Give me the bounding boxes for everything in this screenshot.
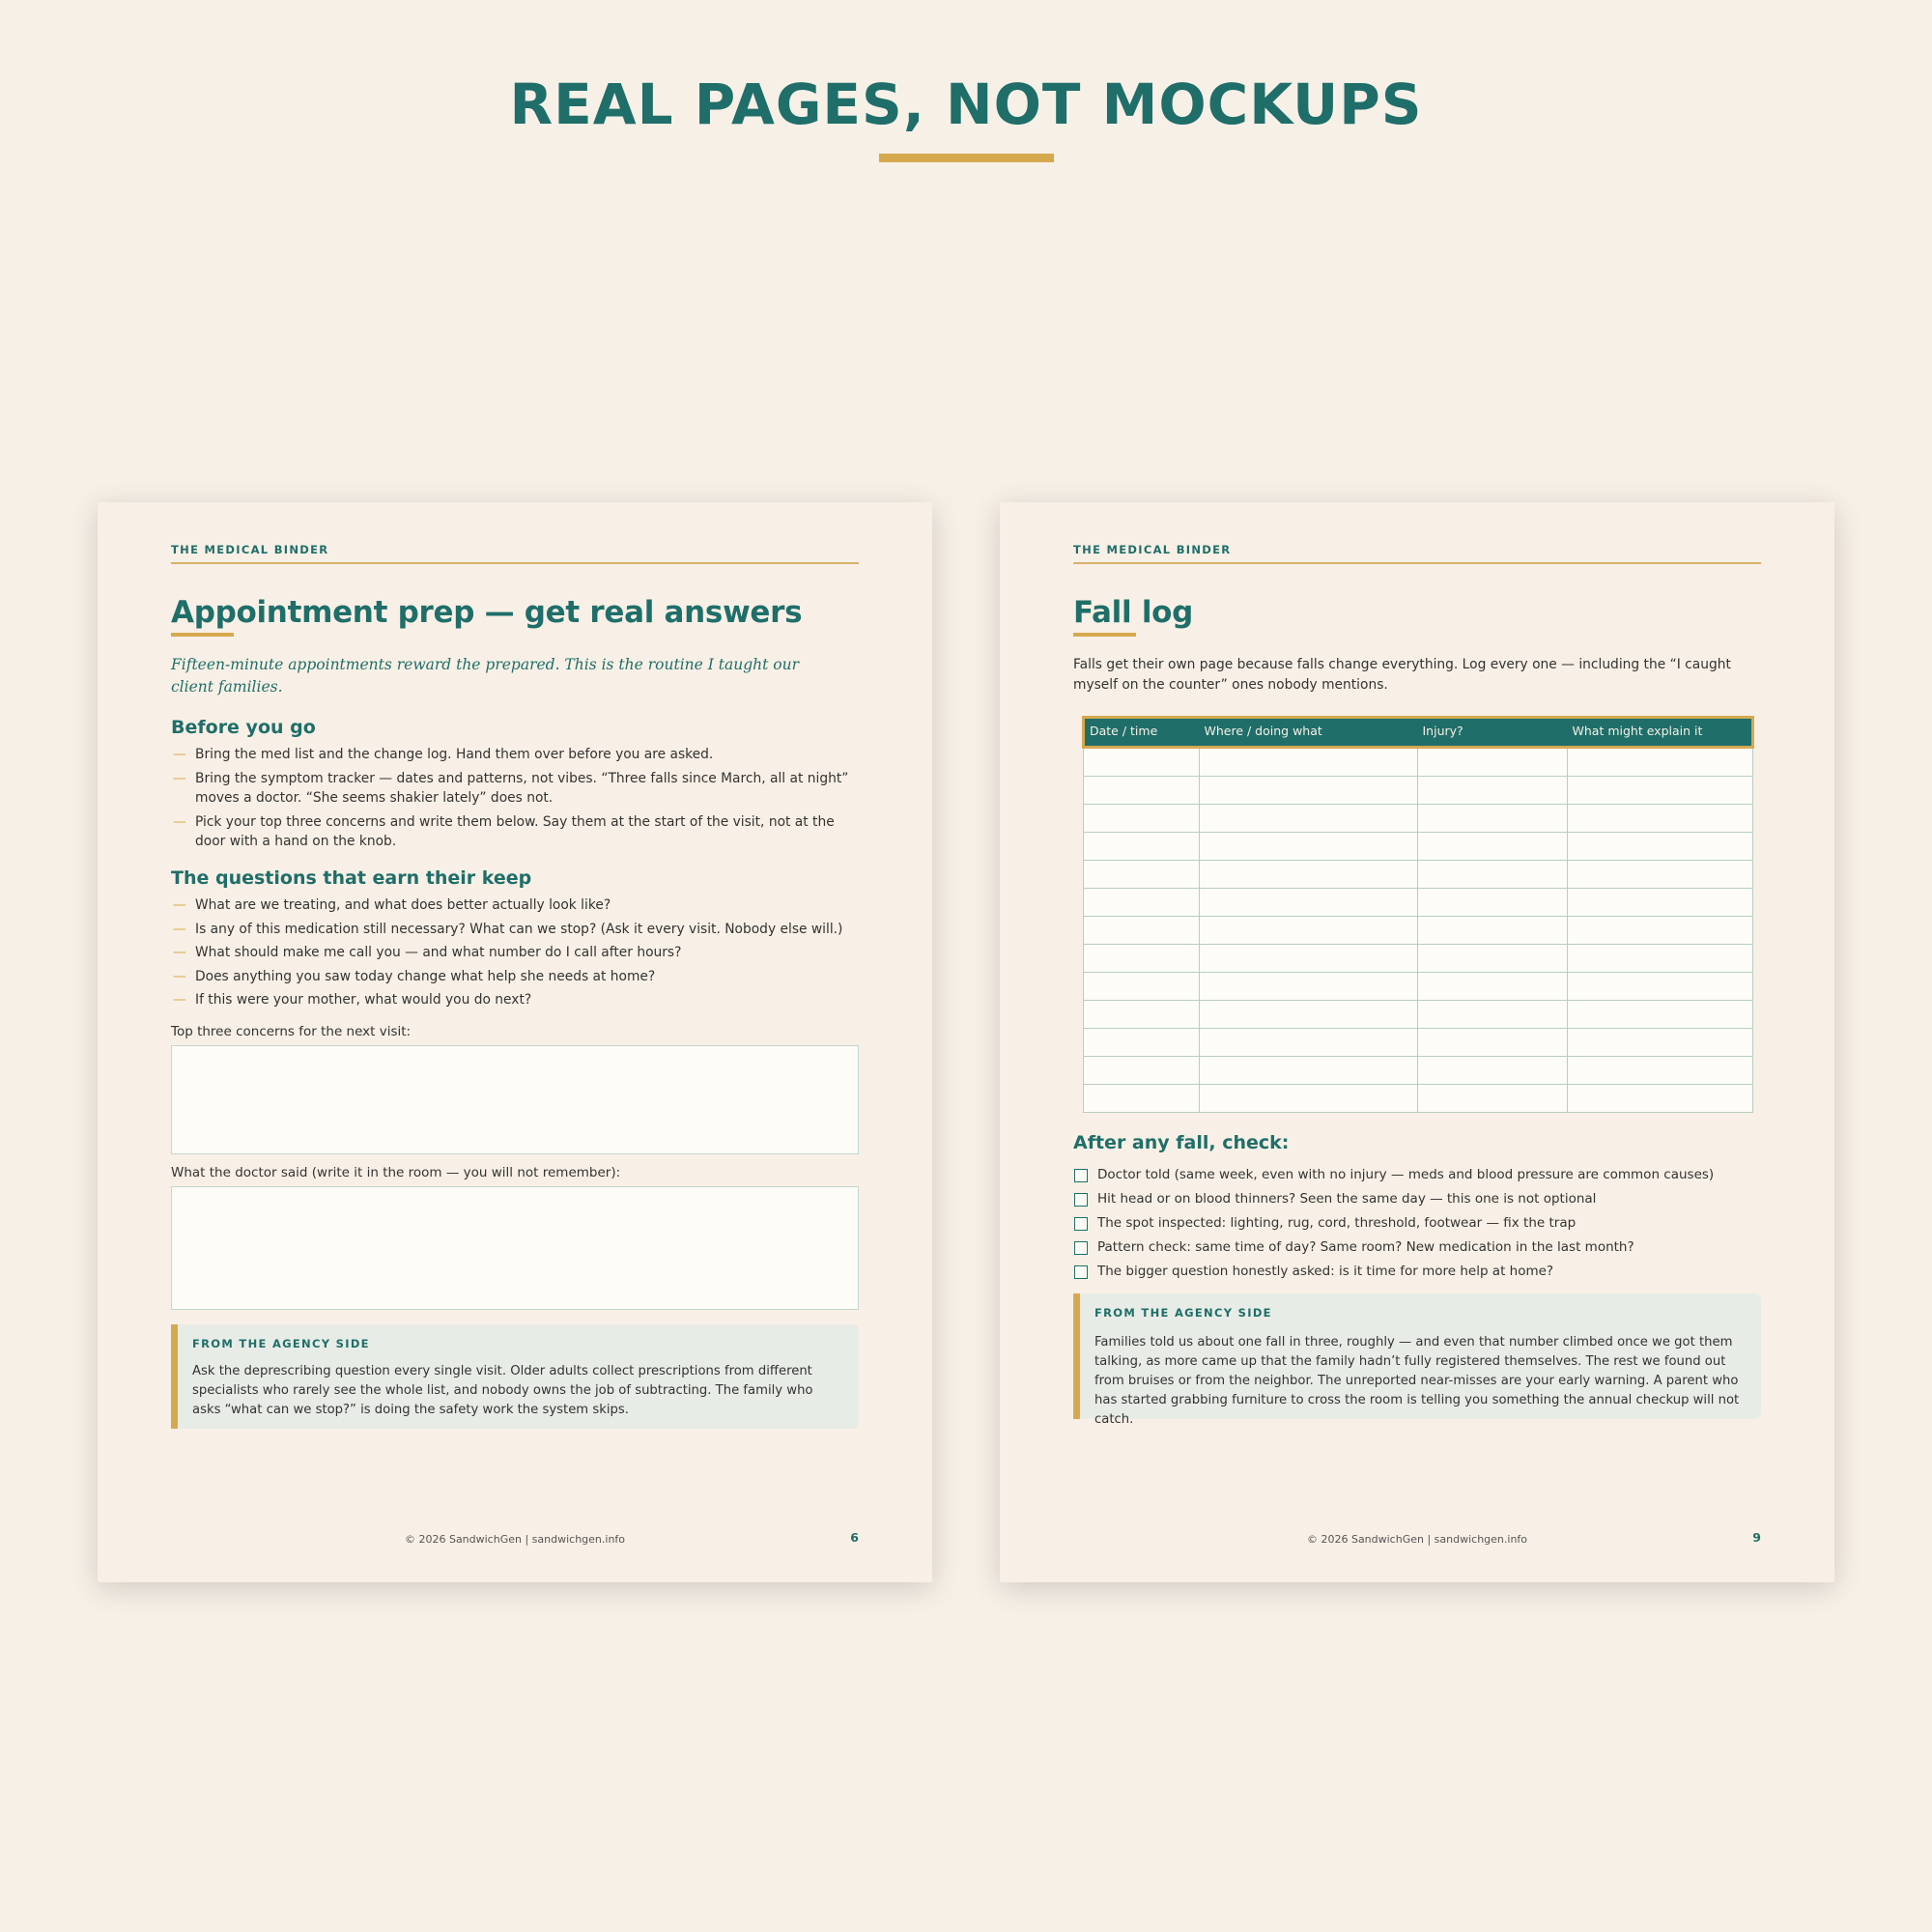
table-cell[interactable] (1568, 917, 1753, 945)
table-row (1084, 748, 1753, 777)
table-cell[interactable] (1418, 805, 1568, 833)
dash-bullet: — (173, 921, 186, 937)
checkbox[interactable] (1074, 1241, 1088, 1255)
headline-underline (879, 154, 1054, 162)
table-cell[interactable] (1084, 833, 1200, 861)
table-cell[interactable] (1418, 833, 1568, 861)
table-row (1084, 889, 1753, 917)
table-cell[interactable] (1568, 973, 1753, 1001)
page-number: 6 (850, 1530, 859, 1545)
table-header-row (1084, 718, 1753, 748)
table-cell[interactable] (1418, 1085, 1568, 1113)
checkbox[interactable] (1074, 1193, 1088, 1207)
dash-bullet: — (173, 747, 186, 762)
dash-bullet: — (173, 770, 186, 786)
callout-accent-bar (171, 1324, 178, 1429)
concerns-label: Top three concerns for the next visit: (171, 1024, 412, 1039)
title-underline (1073, 633, 1136, 637)
table-row (1084, 945, 1753, 973)
before-list (171, 745, 859, 856)
table-cell[interactable] (1418, 777, 1568, 805)
table-cell[interactable] (1568, 889, 1753, 917)
table-row (1084, 1085, 1753, 1113)
table-cell[interactable] (1568, 777, 1753, 805)
checkbox[interactable] (1074, 1265, 1088, 1279)
table-cell[interactable] (1200, 748, 1418, 777)
table-row (1084, 917, 1753, 945)
headline: REAL PAGES, NOT MOCKUPS (509, 71, 1423, 137)
table-cell[interactable] (1200, 973, 1418, 1001)
doctor-notes-label: What the doctor said (write it in the room — you will not remember): (171, 1165, 621, 1180)
page-title: Appointment prep — get real answers (171, 595, 803, 630)
table-cell[interactable] (1200, 777, 1418, 805)
column-header: What might explain it (1568, 718, 1753, 748)
list-item: — What are we treating, and what does better actually look like? (171, 895, 859, 916)
table-cell[interactable] (1200, 1057, 1418, 1085)
table-cell[interactable] (1568, 1029, 1753, 1057)
callout-body: Ask the deprescribing question every single visit. Older adults collect prescriptions from different specialists who rarely see the whole list, and nobody owns the job of subtracting. The family who asks “what can we stop?” is doing the safety work the system skips. (192, 1364, 813, 1417)
agency-callout (1073, 1293, 1761, 1427)
table-cell[interactable] (1084, 777, 1200, 805)
table-row (1084, 973, 1753, 1001)
section-heading-before-you-go: Before you go (171, 717, 316, 738)
table-cell[interactable] (1200, 1085, 1418, 1113)
list-item: — Bring the med list and the change log. Hand them over before you are asked. (171, 745, 859, 765)
callout-title: FROM THE AGENCY SIDE (1094, 1306, 1272, 1320)
page-intro: Falls get their own page because falls change everything. Log every one — including the “I caught myself on the counter” ones nobody mentions. (1073, 657, 1731, 693)
doctor-notes-write-box[interactable] (171, 1186, 859, 1310)
table-row (1084, 861, 1753, 889)
dash-bullet: — (173, 813, 186, 830)
table-cell[interactable] (1084, 917, 1200, 945)
table-cell[interactable] (1084, 748, 1200, 777)
table-cell[interactable] (1418, 945, 1568, 973)
checklist-item[interactable]: Pattern check: same time of day? Same room? New medication in the last month? (1073, 1238, 1761, 1263)
table-cell[interactable] (1418, 748, 1568, 777)
table-cell[interactable] (1418, 973, 1568, 1001)
table-row (1084, 777, 1753, 805)
table-cell[interactable] (1084, 805, 1200, 833)
table-cell[interactable] (1200, 1029, 1418, 1057)
table-row (1084, 1001, 1753, 1029)
table-cell[interactable] (1084, 1085, 1200, 1113)
table-cell[interactable] (1200, 861, 1418, 889)
table-cell[interactable] (1418, 861, 1568, 889)
table-cell[interactable] (1200, 1001, 1418, 1029)
running-head: THE MEDICAL BINDER (171, 543, 859, 564)
callout-body: Families told us about one fall in three, roughly — and even that number climbed once we got them talking, as more came up that the family hadn’t fully registered themselves. The rest we found out from bruises or from the neighbor. The unreported near-misses are your early warning. A parent who has started grabbing furniture to cross the room is telling you something the annual checkup will not catch. (1094, 1335, 1740, 1427)
section-heading-questions: The questions that earn their keep (171, 867, 532, 889)
callout-accent-bar (1073, 1293, 1080, 1419)
dash-bullet: — (173, 945, 186, 960)
table-cell[interactable] (1568, 1085, 1753, 1113)
checklist-item[interactable]: The spot inspected: lighting, rug, cord, threshold, footwear — fix the trap (1073, 1214, 1761, 1238)
table-cell[interactable] (1418, 1001, 1568, 1029)
page-fall-log (1000, 502, 1834, 1582)
list-item: — Does anything you saw today change what help she needs at home? (171, 967, 859, 987)
table-cell[interactable] (1568, 805, 1753, 833)
table-cell[interactable] (1568, 833, 1753, 861)
table-row (1084, 833, 1753, 861)
table-cell[interactable] (1084, 861, 1200, 889)
table-cell[interactable] (1418, 1057, 1568, 1085)
column-header: Date / time (1084, 718, 1200, 748)
checkbox[interactable] (1074, 1169, 1088, 1182)
running-head: THE MEDICAL BINDER (1073, 543, 1761, 564)
page-title: Fall log (1073, 595, 1194, 630)
title-underline (171, 633, 234, 637)
page-footer: © 2026 SandwichGen | sandwichgen.info (1306, 1533, 1528, 1546)
table-cell[interactable] (1084, 1029, 1200, 1057)
concerns-write-box[interactable] (171, 1045, 859, 1154)
page-appointment-prep (98, 502, 932, 1582)
agency-callout (171, 1324, 859, 1429)
table-cell[interactable] (1084, 889, 1200, 917)
column-header: Where / doing what (1200, 718, 1418, 748)
list-item: — Pick your top three concerns and write them below. Say them at the start of the visit, not at the door with a hand on the knob. (173, 813, 835, 849)
checklist-item[interactable]: Hit head or on blood thinners? Seen the same day — this one is not optional (1073, 1190, 1761, 1214)
table-cell[interactable] (1568, 1057, 1753, 1085)
page-footer: © 2026 SandwichGen | sandwichgen.info (404, 1533, 626, 1546)
table-cell[interactable] (1200, 945, 1418, 973)
checklist-item[interactable]: Doctor told (same week, even with no injury — meds and blood pressure are common causes) (1073, 1166, 1761, 1190)
checklist (1073, 1166, 1761, 1287)
questions-list (171, 895, 859, 1014)
table-cell[interactable] (1200, 917, 1418, 945)
checkbox[interactable] (1074, 1217, 1088, 1231)
table-cell[interactable] (1568, 861, 1753, 889)
table-cell[interactable] (1084, 973, 1200, 1001)
table-cell[interactable] (1084, 1057, 1200, 1085)
page-intro: Fifteen-minute appointments reward the prepared. This is the routine I taught our client families. (171, 656, 800, 696)
dash-bullet: — (173, 897, 186, 913)
checklist-item[interactable]: The bigger question honestly asked: is it time for more help at home? (1073, 1263, 1761, 1287)
table-cell[interactable] (1568, 1001, 1753, 1029)
column-header: Injury? (1418, 718, 1568, 748)
table-row (1084, 805, 1753, 833)
fall-log-table (1082, 716, 1754, 1113)
list-item: — Bring the symptom tracker — dates and patterns, not vibes. “Three falls since March, all at night” moves a doctor. “She seems shakier lately” does not. (173, 770, 849, 806)
dash-bullet: — (173, 992, 186, 1008)
table-cell[interactable] (1084, 945, 1200, 973)
page-number: 9 (1752, 1530, 1761, 1545)
table-cell[interactable] (1418, 889, 1568, 917)
callout-title: FROM THE AGENCY SIDE (192, 1337, 370, 1350)
table-cell[interactable] (1418, 917, 1568, 945)
list-item: — If this were your mother, what would you do next? (171, 990, 859, 1010)
section-heading-after-fall: After any fall, check: (1073, 1132, 1290, 1153)
table-cell[interactable] (1200, 889, 1418, 917)
table-cell[interactable] (1418, 1029, 1568, 1057)
list-item: — Is any of this medication still necessary? What can we stop? (Ask it every visit. Nobody else will.) (171, 920, 859, 940)
table-cell[interactable] (1568, 945, 1753, 973)
table-cell[interactable] (1084, 1001, 1200, 1029)
table-body (1084, 748, 1753, 1113)
table-cell[interactable] (1200, 805, 1418, 833)
table-row (1084, 1029, 1753, 1057)
table-row (1084, 1057, 1753, 1085)
dash-bullet: — (173, 968, 186, 984)
table-cell[interactable] (1200, 833, 1418, 861)
list-item: — What should make me call you — and what number do I call after hours? (171, 943, 859, 963)
table-cell[interactable] (1568, 748, 1753, 777)
